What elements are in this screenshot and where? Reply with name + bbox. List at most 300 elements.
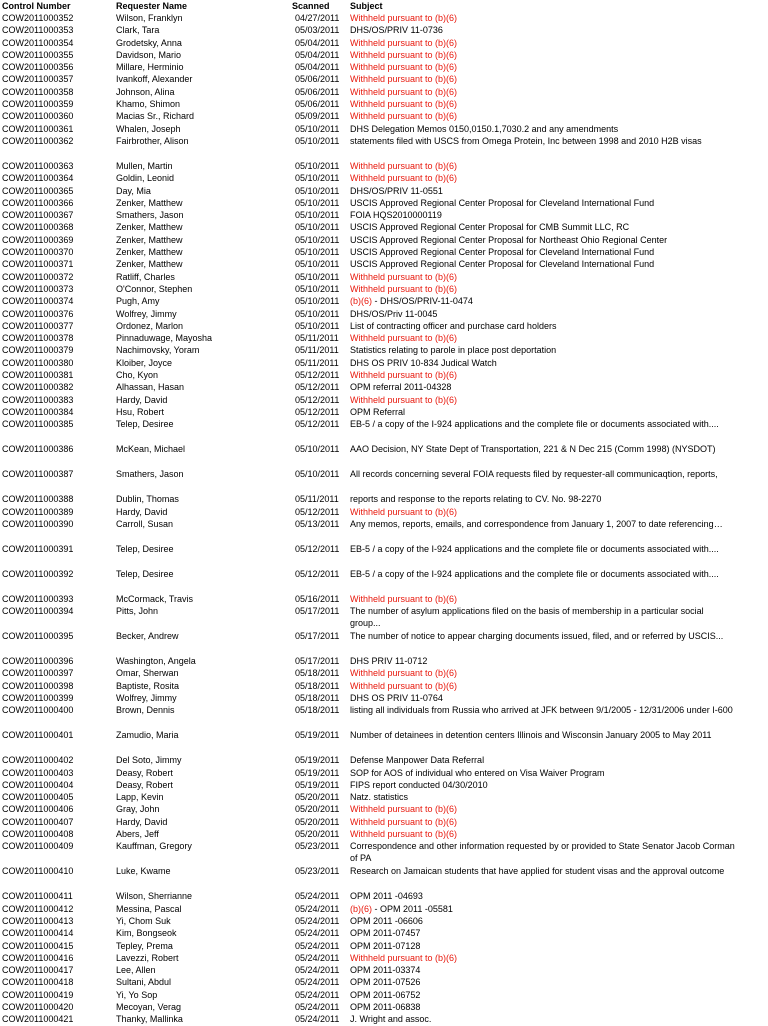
subject	[350, 903, 735, 915]
control-number: COW2011000366	[2, 197, 74, 208]
scanned-date: 05/10/2011	[295, 185, 340, 196]
subject	[350, 24, 735, 36]
scanned-date: 05/24/2011	[295, 965, 340, 976]
control-number: COW2011000419	[2, 989, 74, 1000]
subject	[350, 655, 735, 667]
table-row	[0, 779, 768, 791]
requester-name: Thanky, Mallinka	[116, 1014, 183, 1025]
control-number: COW2011000369	[2, 234, 74, 245]
subject	[350, 754, 735, 766]
subject-text: Defense Manpower Data Referral	[350, 755, 485, 766]
requester-name: Whalen, Joseph	[116, 123, 181, 134]
requester-name: Zenker, Matthew	[116, 234, 183, 245]
scanned-date: 05/24/2011	[295, 952, 340, 963]
subject	[350, 160, 735, 172]
requester-name: Zenker, Matthew	[116, 222, 183, 233]
subject	[350, 680, 735, 692]
subject-text: reports and response to the reports relating to CV. No. 98-2270	[350, 494, 602, 505]
scanned-date: 05/19/2011	[295, 767, 340, 778]
table-row	[0, 160, 768, 172]
subject-text: Research on Jamaican students that have applied for student visas and the approval outcome	[350, 866, 725, 877]
scanned-date: 05/17/2011	[295, 656, 340, 667]
subject	[350, 518, 735, 530]
requester-name: O'Connor, Stephen	[116, 283, 193, 294]
table-row	[0, 357, 768, 369]
control-number: COW2011000396	[2, 656, 74, 667]
table-row	[0, 518, 768, 543]
requester-name: Johnson, Alina	[116, 86, 175, 97]
control-number: COW2011000388	[2, 494, 74, 505]
redaction-note: Withheld pursuant to (b)(6)	[350, 506, 458, 517]
scanned-date: 05/18/2011	[295, 692, 340, 703]
requester-name: Lavezzi, Robert	[116, 952, 179, 963]
table-row	[0, 172, 768, 184]
subject	[350, 246, 735, 258]
subject	[350, 940, 735, 952]
subject	[350, 803, 735, 815]
scanned-date: 04/27/2011	[295, 13, 340, 23]
subject	[350, 185, 735, 197]
requester-name: Wilson, Franklyn	[116, 13, 183, 23]
subject-text: statements filed with USCS from Omega Protein, Inc between 1998 and 2010 H2B visas	[350, 135, 702, 146]
subject-text: FOIA HQS2010000119	[350, 210, 442, 221]
subject-text: OPM 2011-07128	[350, 940, 421, 951]
control-number: COW2011000402	[2, 755, 74, 766]
subject	[350, 258, 735, 270]
table-row	[0, 1001, 768, 1013]
subject-text: OPM referral 2011-04328	[350, 382, 452, 393]
subject	[350, 98, 735, 110]
scanned-date: 05/11/2011	[295, 345, 339, 356]
redaction-note: Withheld pursuant to (b)(6)	[350, 952, 458, 963]
control-number: COW2011000381	[2, 370, 74, 381]
table-row	[0, 667, 768, 679]
requester-name: Telep, Desiree	[116, 419, 174, 430]
subject	[350, 468, 735, 480]
table-row	[0, 543, 768, 568]
control-number: COW2011000358	[2, 86, 74, 97]
table-row	[0, 468, 768, 493]
request-list	[0, 12, 768, 1026]
subject	[350, 271, 735, 283]
table-row	[0, 729, 768, 754]
subject	[350, 593, 735, 605]
control-number: COW2011000355	[2, 49, 74, 60]
redaction-note: Withheld pursuant to (b)(6)	[350, 394, 458, 405]
requester-name: Telep, Desiree	[116, 543, 174, 554]
scanned-date: 05/10/2011	[295, 123, 340, 134]
table-row	[0, 332, 768, 344]
table-row	[0, 767, 768, 779]
subject	[350, 828, 735, 840]
control-number: COW2011000365	[2, 185, 74, 196]
scanned-date: 05/03/2011	[295, 25, 340, 36]
subject	[350, 308, 735, 320]
table-row	[0, 308, 768, 320]
control-number: COW2011000372	[2, 271, 74, 282]
redaction-note: Withheld pursuant to (b)(6)	[350, 13, 458, 23]
scanned-date: 05/12/2011	[295, 394, 340, 405]
control-number: COW2011000393	[2, 593, 74, 604]
subject	[350, 952, 735, 964]
scanned-date: 05/19/2011	[295, 779, 340, 790]
control-number: COW2011000379	[2, 345, 74, 356]
subject	[350, 344, 735, 356]
subject	[350, 667, 735, 679]
control-number: COW2011000392	[2, 568, 74, 579]
scanned-date: 05/10/2011	[295, 160, 340, 171]
control-number: COW2011000352	[2, 13, 74, 23]
scanned-date: 05/24/2011	[295, 940, 340, 951]
subject-text: All records concerning several FOIA requests filed by requester-all communicaqtion, reports,	[350, 469, 718, 480]
requester-name: Ordonez, Marlon	[116, 320, 184, 331]
scanned-date: 05/17/2011	[295, 631, 340, 642]
subject	[350, 543, 735, 555]
subject	[350, 493, 735, 505]
control-number: COW2011000387	[2, 469, 74, 480]
control-number: COW2011000398	[2, 680, 74, 691]
subject	[350, 568, 735, 580]
subject-text: Number of detainees in detention centers Illinois and Wisconsin January 2005 to May 2011	[350, 730, 712, 741]
table-row	[0, 320, 768, 332]
control-number: COW2011000356	[2, 62, 74, 73]
table-row	[0, 680, 768, 692]
requester-name: Zamudio, Maria	[116, 730, 179, 741]
subject	[350, 779, 735, 791]
subject-text: USCIS Approved Regional Center Proposal for Cleveland International Fund	[350, 259, 655, 270]
table-row	[0, 506, 768, 518]
subject-text: OPM 2011-07526	[350, 977, 421, 988]
requester-name: Millare, Herminio	[116, 62, 184, 73]
header-subject: Subject	[350, 1, 383, 11]
scanned-date: 05/24/2011	[295, 989, 340, 1000]
subject	[350, 369, 735, 381]
scanned-date: 05/24/2011	[295, 977, 340, 988]
control-number: COW2011000385	[2, 419, 74, 430]
subject	[350, 630, 735, 642]
subject	[350, 123, 735, 135]
table-row	[0, 903, 768, 915]
control-number: COW2011000386	[2, 444, 74, 455]
requester-name: Cho, Kyon	[116, 370, 159, 381]
requester-name: Hardy, David	[116, 506, 168, 517]
subject-text: DHS/OS/PRIV 11-0736	[350, 25, 443, 36]
table-row	[0, 493, 768, 505]
requester-name: Brown, Dennis	[116, 705, 175, 716]
table-row	[0, 803, 768, 815]
requester-name: Lee, Allen	[116, 965, 156, 976]
table-row	[0, 964, 768, 976]
table-row	[0, 135, 768, 160]
redaction-note: Withheld pursuant to (b)(6)	[350, 74, 458, 85]
table-row	[0, 369, 768, 381]
control-number: COW2011000403	[2, 767, 74, 778]
requester-name: Nachimovsky, Yoram	[116, 345, 200, 356]
subject	[350, 332, 735, 344]
control-number: COW2011000362	[2, 135, 74, 146]
subject-text: Statistics relating to parole in place post deportation	[350, 345, 557, 356]
control-number: COW2011000391	[2, 543, 74, 554]
control-number: COW2011000390	[2, 518, 74, 529]
redaction-note: Withheld pursuant to (b)(6)	[350, 62, 458, 73]
redaction-note: Withheld pursuant to (b)(6)	[350, 333, 458, 344]
scanned-date: 05/10/2011	[295, 469, 340, 480]
redaction-note: Withheld pursuant to (b)(6)	[350, 283, 458, 294]
control-number: COW2011000405	[2, 792, 74, 803]
requester-name: Yi, Chom Suk	[116, 915, 171, 926]
scanned-date: 05/11/2011	[295, 357, 339, 368]
scanned-date: 05/18/2011	[295, 668, 340, 679]
requester-name: Ivankoff, Alexander	[116, 74, 193, 85]
scanned-date: 05/23/2011	[295, 841, 340, 852]
control-number: COW2011000373	[2, 283, 74, 294]
control-number: COW2011000378	[2, 333, 74, 344]
subject	[350, 816, 735, 828]
scanned-date: 05/20/2011	[295, 804, 340, 815]
subject	[350, 172, 735, 184]
table-row	[0, 692, 768, 704]
requester-name: Wilson, Sherrianne	[116, 891, 193, 902]
column-header-row	[0, 0, 768, 12]
scanned-date: 05/10/2011	[295, 222, 340, 233]
table-row	[0, 24, 768, 36]
subject	[350, 234, 735, 246]
subject	[350, 357, 735, 369]
requester-name: Hardy, David	[116, 394, 168, 405]
requester-name: Grodetsky, Anna	[116, 37, 182, 48]
requester-name: Goldin, Leonid	[116, 173, 175, 184]
scanned-date: 05/10/2011	[295, 296, 340, 307]
header-control-number: Control Number	[2, 1, 71, 11]
redaction-note: Withheld pursuant to (b)(6)	[350, 271, 458, 282]
subject-text: The number of notice to appear charging documents issued, filed, and or referred by USCIS...	[350, 631, 724, 642]
subject-text: Any memos, reports, emails, and correspondence from January 1, 2007 to date referencing…	[350, 518, 723, 529]
control-number: COW2011000359	[2, 99, 74, 110]
requester-name: Omar, Sherwan	[116, 668, 179, 679]
table-row	[0, 952, 768, 964]
subject-text: USCIS Approved Regional Center Proposal for Cleveland International Fund	[350, 247, 655, 258]
subject	[350, 61, 735, 73]
control-number: COW2011000371	[2, 259, 74, 270]
requester-name: Hardy, David	[116, 816, 168, 827]
control-number: COW2011000353	[2, 25, 74, 36]
table-row	[0, 630, 768, 655]
scanned-date: 05/24/2011	[295, 1014, 340, 1025]
scanned-date: 05/10/2011	[295, 283, 340, 294]
scanned-date: 05/19/2011	[295, 730, 340, 741]
table-row	[0, 98, 768, 110]
subject	[350, 37, 735, 49]
control-number: COW2011000420	[2, 1002, 74, 1013]
requester-name: Dublin, Thomas	[116, 494, 179, 505]
subject-text: - DHS/OS/PRIV-11-0474	[372, 296, 473, 307]
subject	[350, 927, 735, 939]
table-row	[0, 816, 768, 828]
subject	[350, 692, 735, 704]
table-row	[0, 283, 768, 295]
table-row	[0, 704, 768, 729]
requester-name: Ratliff, Charles	[116, 271, 175, 282]
table-row	[0, 940, 768, 952]
table-row	[0, 605, 768, 630]
redaction-note: Withheld pursuant to (b)(6)	[350, 111, 458, 122]
redaction-note: (b)(6)	[350, 903, 372, 914]
scanned-date: 05/10/2011	[295, 320, 340, 331]
requester-name: Telep, Desiree	[116, 568, 174, 579]
requester-name: Gray, John	[116, 804, 160, 815]
subject-text: - OPM 2011 -05581	[372, 903, 453, 914]
subject-text: DHS OS PRIV 10-834 Judical Watch	[350, 357, 497, 368]
scanned-date: 05/23/2011	[295, 866, 340, 877]
scanned-date: 05/12/2011	[295, 406, 340, 417]
control-number: COW2011000412	[2, 903, 74, 914]
table-row	[0, 185, 768, 197]
scanned-date: 05/06/2011	[295, 99, 340, 110]
scanned-date: 05/10/2011	[295, 210, 340, 221]
scanned-date: 05/12/2011	[295, 370, 340, 381]
subject	[350, 381, 735, 393]
control-number: COW2011000370	[2, 247, 74, 258]
redaction-note: Withheld pursuant to (b)(6)	[350, 668, 458, 679]
control-number: COW2011000367	[2, 210, 74, 221]
subject-text: USCIS Approved Regional Center Proposal for Cleveland International Fund	[350, 197, 655, 208]
table-row	[0, 890, 768, 902]
subject	[350, 49, 735, 61]
subject-text: The number of asylum applications filed on the basis of membership in a particular social group...	[350, 606, 704, 629]
subject-text: OPM 2011-06838	[350, 1002, 421, 1013]
scanned-date: 05/19/2011	[295, 755, 340, 766]
subject-text: OPM 2011-06752	[350, 989, 421, 1000]
scanned-date: 05/12/2011	[295, 543, 340, 554]
requester-name: Zenker, Matthew	[116, 247, 183, 258]
subject	[350, 791, 735, 803]
requester-name: Mecoyan, Verag	[116, 1002, 182, 1013]
control-number: COW2011000374	[2, 296, 74, 307]
subject	[350, 964, 735, 976]
requester-name: Clark, Tara	[116, 25, 160, 36]
subject-text: DHS/OS/PRIV 11-0551	[350, 185, 443, 196]
table-row	[0, 221, 768, 233]
requester-name: Del Soto, Jimmy	[116, 755, 182, 766]
subject-text: OPM Referral	[350, 406, 406, 417]
control-number: COW2011000395	[2, 631, 74, 642]
requester-name: Sultani, Abdul	[116, 977, 172, 988]
table-row	[0, 295, 768, 307]
subject	[350, 283, 735, 295]
subject	[350, 135, 735, 147]
requester-name: Hsu, Robert	[116, 406, 165, 417]
requester-name: Washington, Angela	[116, 656, 196, 667]
subject	[350, 890, 735, 902]
redaction-note: Withheld pursuant to (b)(6)	[350, 829, 458, 840]
requester-name: Macias Sr., Richard	[116, 111, 195, 122]
scanned-date: 05/12/2011	[295, 506, 340, 517]
table-row	[0, 443, 768, 468]
scanned-date: 05/10/2011	[295, 259, 340, 270]
subject	[350, 443, 735, 455]
scanned-date: 05/04/2011	[295, 62, 340, 73]
control-number: COW2011000383	[2, 394, 74, 405]
table-row	[0, 110, 768, 122]
redaction-note: (b)(6)	[350, 296, 372, 307]
control-number: COW2011000421	[2, 1014, 74, 1025]
control-number: COW2011000364	[2, 173, 74, 184]
requester-name: Day, Mia	[116, 185, 151, 196]
subject-text: Correspondence and other information requested by or provided to State Senator Jacob Corman of PA	[350, 841, 735, 864]
subject-text: SOP for AOS of individual who entered on Visa Waiver Program	[350, 767, 605, 778]
requester-name: Kim, Bongseok	[116, 928, 177, 939]
redaction-note: Withheld pursuant to (b)(6)	[350, 680, 458, 691]
subject	[350, 418, 735, 430]
scanned-date: 05/13/2011	[295, 518, 340, 529]
subject	[350, 73, 735, 85]
scanned-date: 05/06/2011	[295, 86, 340, 97]
redaction-note: Withheld pursuant to (b)(6)	[350, 173, 458, 184]
requester-name: Luke, Kwame	[116, 866, 171, 877]
table-row	[0, 209, 768, 221]
redaction-note: Withheld pursuant to (b)(6)	[350, 86, 458, 97]
requester-name: Tepley, Prema	[116, 940, 173, 951]
scanned-date: 05/04/2011	[295, 37, 340, 48]
requester-name: Smathers, Jason	[116, 210, 184, 221]
scanned-date: 05/12/2011	[295, 568, 340, 579]
subject	[350, 989, 735, 1001]
table-row	[0, 406, 768, 418]
subject	[350, 506, 735, 518]
table-row	[0, 865, 768, 890]
subject-text: listing all individuals from Russia who arrived at JFK between 9/1/2005 - 12/31/2006 under I-600	[350, 705, 733, 716]
control-number: COW2011000394	[2, 606, 74, 617]
requester-name: Messina, Pascal	[116, 903, 182, 914]
requester-name: Abers, Jeff	[116, 829, 159, 840]
subject	[350, 12, 735, 24]
requester-name: Kloiber, Joyce	[116, 357, 173, 368]
scanned-date: 05/24/2011	[295, 915, 340, 926]
scanned-date: 05/11/2011	[295, 494, 339, 505]
subject-text: AAO Decision, NY State Dept of Transportation, 221 & N Dec 215 (Comm 1998) (NYSDOT)	[350, 444, 716, 455]
subject	[350, 295, 735, 307]
control-number: COW2011000414	[2, 928, 74, 939]
table-row	[0, 791, 768, 803]
subject-text: DHS OS PRIV 11-0764	[350, 692, 443, 703]
control-number: COW2011000408	[2, 829, 74, 840]
requester-name: Pitts, John	[116, 606, 159, 617]
redaction-note: Withheld pursuant to (b)(6)	[350, 99, 458, 110]
control-number: COW2011000361	[2, 123, 74, 134]
table-row	[0, 381, 768, 393]
subject	[350, 394, 735, 406]
table-row	[0, 828, 768, 840]
scanned-date: 05/24/2011	[295, 1002, 340, 1013]
subject	[350, 865, 735, 877]
control-number: COW2011000382	[2, 382, 74, 393]
requester-name: McCormack, Travis	[116, 593, 194, 604]
control-number: COW2011000410	[2, 866, 74, 877]
table-row	[0, 271, 768, 283]
control-number: COW2011000380	[2, 357, 74, 368]
scanned-date: 05/24/2011	[295, 928, 340, 939]
table-row	[0, 86, 768, 98]
control-number: COW2011000397	[2, 668, 74, 679]
subject-text: OPM 2011 -06606	[350, 915, 423, 926]
control-number: COW2011000389	[2, 506, 74, 517]
control-number: COW2011000377	[2, 320, 74, 331]
subject	[350, 605, 735, 629]
requester-name: Wolfrey, Jimmy	[116, 308, 177, 319]
control-number: COW2011000399	[2, 692, 74, 703]
requester-name: Becker, Andrew	[116, 631, 179, 642]
table-row	[0, 976, 768, 988]
